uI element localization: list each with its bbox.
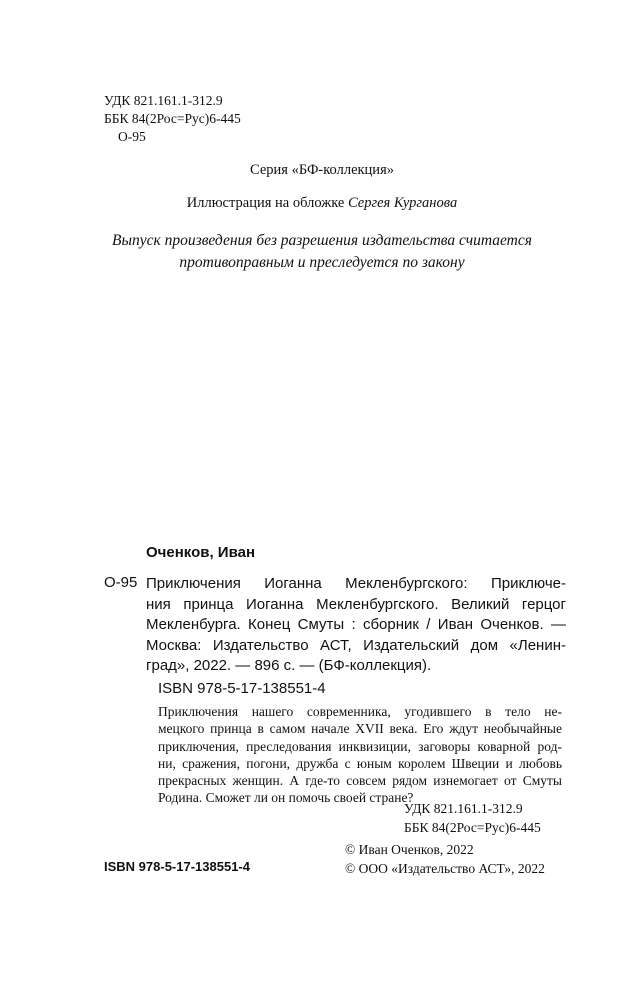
illustration-artist: Сергея Курганова (347, 195, 458, 211)
biblio-line: Приключения Иоганна Мекленбургского: Приключе- (146, 575, 566, 592)
annotation (158, 703, 562, 807)
udk-code: УДК 821.161.1-312.9 (404, 801, 523, 816)
annotation-line: Приключения нашего современника, угодившего в тело не- (158, 704, 562, 719)
udk-code: УДК 821.161.1-312.9 (104, 93, 223, 108)
warning-line-2: противоправным и преследуется по закону (179, 254, 465, 271)
annotation-line: ни, сражения, погони, дружба с юным королем Швеции и любовь (158, 755, 562, 771)
biblio-line: Мекленбурга. Конец Смуты : сборник / Иван Оченков. — (146, 616, 566, 633)
classification-codes-top (104, 92, 241, 146)
biblio-line: ния принца Иоганна Мекленбургского. Великий герцог (146, 595, 566, 613)
annotation-line: прекрасных женщин. А где-то совсем рядом изнемогает от Смуты (158, 773, 562, 789)
isbn: ISBN 978-5-17-138551-4 (158, 680, 326, 697)
biblio-line: Москва: Издательство АСТ, Издательский дом «Ленин- (146, 636, 566, 654)
copyright-warning (60, 230, 584, 274)
isbn-bottom: ISBN 978-5-17-138551-4 (104, 859, 250, 874)
copyright-notices (345, 841, 545, 878)
illustration-prefix: Иллюстрация на обложке (186, 195, 348, 211)
annotation-line: Родина. Сможет ли он помочь своей стране? (158, 790, 414, 806)
bibliographic-description (146, 574, 566, 677)
catalog-code: О-95 (104, 574, 138, 591)
annotation-line: приключения, преследования инквизиции, заговоры коварной род- (158, 738, 562, 754)
bbk-code: ББК 84(2Рос=Рус)6-445 (104, 111, 241, 126)
author-sign-code: О-95 (118, 129, 146, 144)
warning-line-1: Выпуск произведения без разрешения издательства считается (112, 232, 532, 249)
biblio-line: град», 2022. — 896 с. — (БФ-коллекция). (146, 657, 432, 674)
series-title: Серия «БФ-коллекция» (250, 162, 394, 178)
annotation-line: мецкого принца в самом начале XVII века. Его ждут необычайные (158, 721, 562, 737)
copyright-publisher: © ООО «Издательство АСТ», 2022 (345, 860, 545, 876)
classification-codes-bottom (404, 799, 541, 837)
bbk-code: ББК 84(2Рос=Рус)6-445 (404, 820, 541, 835)
author-heading: Оченков, Иван (146, 544, 256, 561)
copyright-author: © Иван Оченков, 2022 (345, 842, 474, 857)
illustration-credit (60, 193, 584, 213)
